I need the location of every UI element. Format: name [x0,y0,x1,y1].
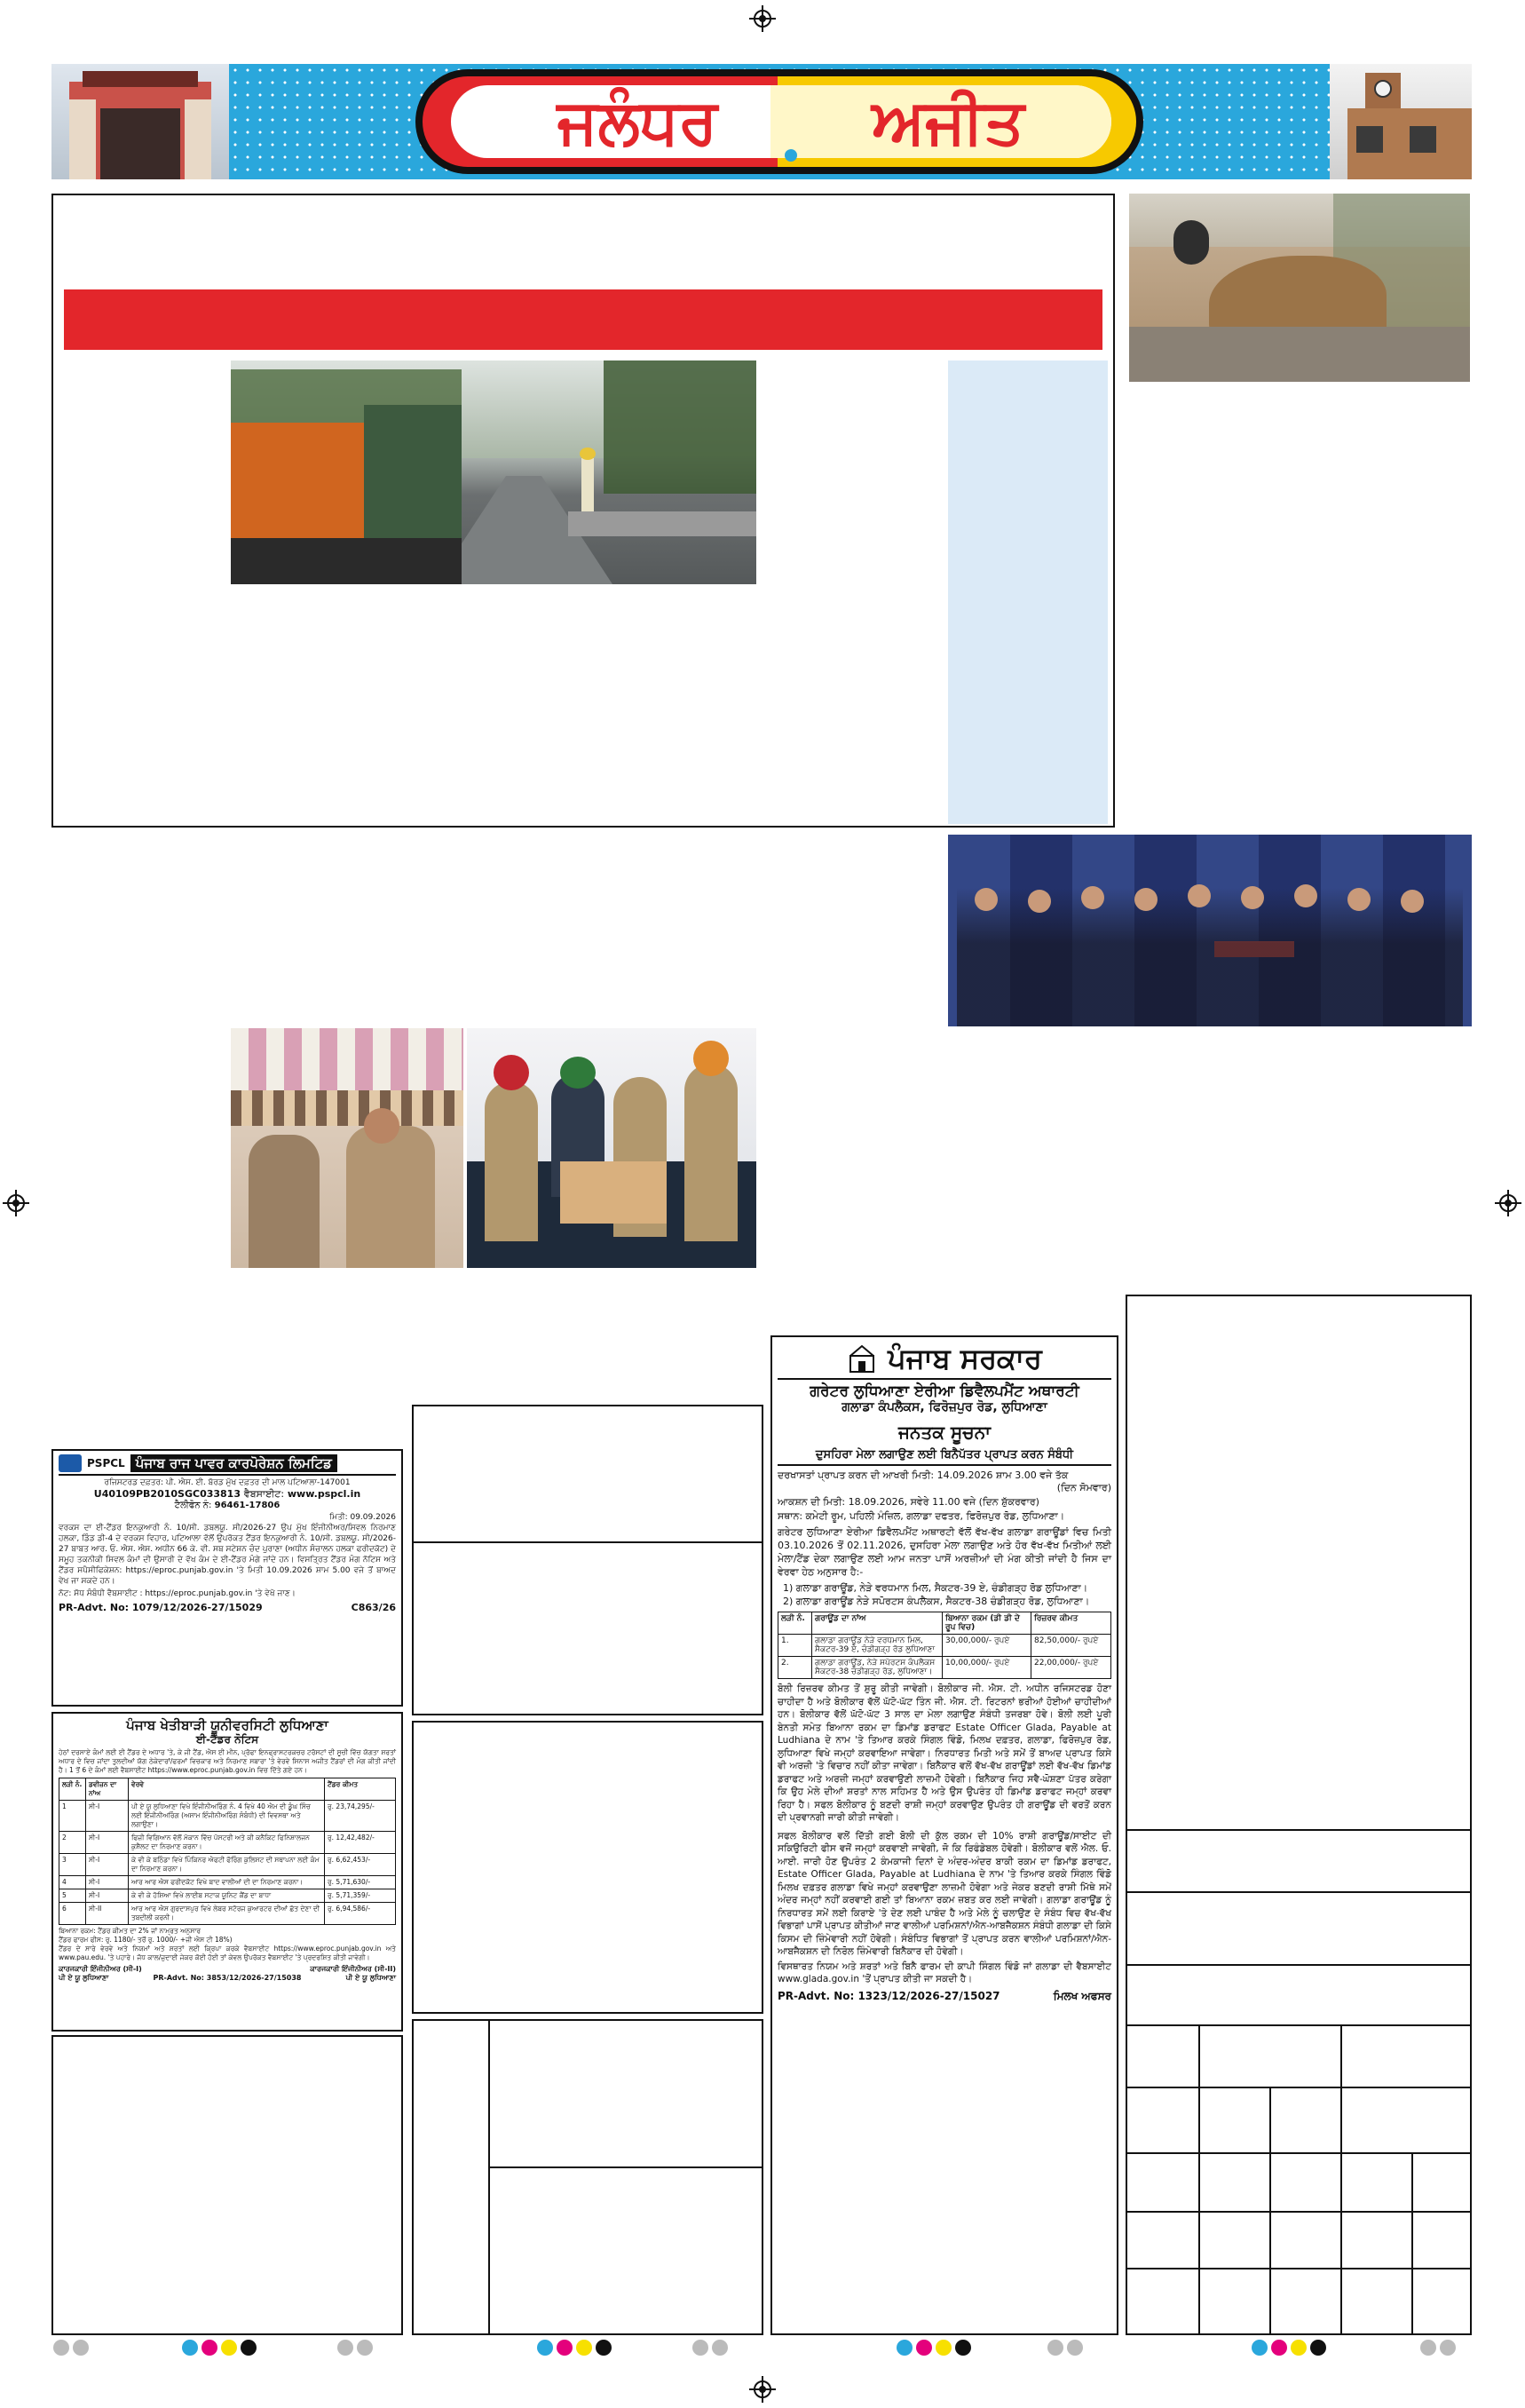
pau-cell: 2 [59,1832,86,1854]
divider [1126,1891,1472,1893]
masthead-photo-right [1330,64,1472,179]
glada-cell: 10,00,000/- ਰੁਪਏ [943,1657,1031,1679]
pau-cell: ਸੀ-II [86,1903,129,1925]
glada-cell: 1. [778,1635,812,1657]
pau-cell: ਸੀ-I [86,1889,129,1903]
pau-cell: 6 [59,1903,86,1925]
table-row [778,1657,1111,1679]
pspcl-note: ਨੋਟ: ਸੋਧ ਸੰਬੰਧੀ ਵੈਬਸਾਈਟ : https://eproc.punjab.gov.in 'ਤੇ ਵੇਖੋ ਜਾਣ। [59,1589,296,1598]
pau-table [59,1778,396,1925]
registration-mark-right [1495,1190,1521,1216]
pau-footer-1: ਬਿਆਨਾ ਰਕਮ: ਟੈਂਡਰ ਕੀਮਤ ਦਾ 2% ਜਾਂ ਨਾਮ੍ਰਤ ਅਨੁਸਾਰ [59,1927,201,1935]
pau-sign-right-2: ਪੀ ਏ ਯੂ ਲੁਧਿਆਣਾ [345,1974,396,1982]
color-bar [897,2340,971,2356]
glada-gov: ਪੰਜਾਬ ਸਰਕਾਰ [888,1342,1042,1375]
table-row [59,1801,396,1832]
glada-cell: ਗਲਾਡਾ ਗਰਾਊਂਡ ਨੇੜੇ ਵਰਧਮਾਨ ਮਿਲ, ਸੈਕਟਰ-39 ਏ, ਚੰਡੀਗੜ੍ਹ ਰੋਡ ਲੁਧਿਆਣਾ [812,1635,943,1657]
pau-cell: ਰੁ. 23,74,295/- [325,1801,396,1832]
pau-cell: ਸੀ-I [86,1801,129,1832]
glada-line-2: ਆਕਸ਼ਨ ਦੀ ਮਿਤੀ: 18.09.2026, ਸਵੇਰੇ 11.00 ਵਜੇ (ਦਿਨ ਸ਼ੁੱਕਰਵਾਰ) [778,1496,1039,1508]
punjab-emblem-icon [847,1343,877,1374]
masthead-photo-left [51,64,229,179]
glada-para-3: ਸਫਲ ਬੋਲੀਕਾਰ ਵਲੋਂ ਦਿੱਤੀ ਗਈ ਬੋਲੀ ਦੀ ਕੁੱਲ ਰਕਮ ਦੀ 10% ਰਾਸ਼ੀ ਗਰਾਊਂਡ/ਸਾਈਟ ਦੀ ਸਕਿਉਰਿਟੀ ਫੀਸ ਵਜੋਂ ਜਮ੍ਹਾਂ ਕਰਵਾਈ ਜਾਵੇਗੀ, ਜੋ ਕਿ ਰਿਫੰਡੇਬਲ ਹੋਵੇਗੀ। ਬੋਲੀਕਾਰ ਵਲੋਂ ਐਲ. ਓ. ਆਈ. ਜਾਰੀ ਹੋਣ ਉਪਰੰਤ 2 ਕੰਮਕਾਜੀ ਦਿਨਾਂ ਦੇ ਅੰਦਰ-ਅੰਦਰ ਬਾਕੀ ਰਕਮ ਦਾ ਡਿਮਾਂਡ ਡਰਾਫਟ, Estate Officer Glada, Payable at Ludhiana ਦੇ ਨਾਮ 'ਤੇ ਤਿਆਰ ਕਰਕੇ ਸਿੰਗਲ ਵਿੰਡੋ ਮਿਲਖ ਦਫ਼ਤਰ ਗਲਾਡਾ ਵਿਖੇ ਜਮ੍ਹਾਂ ਕਰਵਾਉਣਾ ਲਾਜ਼ਮੀ ਹੋਵੇਗਾ ਅਤੇ ਜੇਕਰ ਬਣਦੀ ਰਾਸ਼ੀ ਮਿੱਥੇ ਸਮੇਂ ਅੰਦਰ ਜਮ੍ਹਾਂ ਨਹੀਂ ਕਰਵਾਈ ਗਈ ਤਾਂ ਬਿਆਨਾ ਰਕਮ ਜ਼ਬਤ ਕਰ ਲਈ ਜਾਵੇਗੀ। ਗਲਾਡਾ ਗਰਾਊਂਡ ਨੂੰ ਨਿਰਧਾਰਤ ਸਮੇਂ ਲਈ ਕਿਰਾਏ 'ਤੇ ਦੇਣ ਲਈ ਪਾਬੰਦ ਹੈ ਅਤੇ ਮੇਲੇ ਨੂੰ ਚਲਾਉਣ ਦੇ ਸੰਬੰਧ ਵਿਚ ਵੱਖ-ਵੱਖ ਵਿਭਾਗਾਂ ਪਾਸੋਂ ਪ੍ਰਾਪਤ ਕੀਤੀਆਂ ਜਾਣ ਵਾਲੀਆਂ ਪਰਮਿਸ਼ਨਾਂ/ਐਨ-ਆਬਜੈਕਸ਼ਨ ਸੰਬੰਧੀ ਗਲਾਡਾ ਦੀ ਕਿਸੇ ਕਿਸਮ ਦੀ ਜ਼ਿੰਮੇਵਾਰੀ ਨਹੀਂ ਹੋਵੇਗੀ। ਸੰਬੰਧਿਤ ਵਿਭਾਗਾਂ ਤੋਂ ਪ੍ਰਾਪਤ ਕਰਨ ਵਾਲੀਆਂ ਪਰਮਿਸ਼ਨਾਂ/ਐਨ-ਆਬਜੈਕਸ਼ਨ ਦੀ ਨਿਰੋਲ ਜ਼ਿੰਮੇਵਾਰੀ ਬਿਨੈਕਾਰ ਦੀ ਹੋਵੇਗੀ। [778,1830,1111,1957]
pspcl-website-label: ਵੈਬਸਾਈਟ: [243,1488,285,1500]
pau-cell: ਰੁ. 6,62,453/- [325,1854,396,1876]
pspcl-logo-text: PSPCL [87,1457,125,1469]
registration-mark-bottom [749,2376,776,2403]
divider [488,2019,490,2335]
divider [1126,1829,1472,1831]
color-bar [537,2340,612,2356]
color-bar [1252,2340,1326,2356]
pspcl-date: ਮਿਤੀ: 09.09.2026 [329,1513,396,1522]
pau-sign-left-2: ਪੀ ਏ ਯੂ ਲੁਧਿਆਣਾ [59,1974,109,1982]
glada-table [778,1612,1111,1679]
photo-group-event [948,835,1472,1026]
lead-sidebar-panel [948,360,1108,824]
glada-notice-sub: ਦੁਸਹਿਰਾ ਮੇਲਾ ਲਗਾਉਣ ਲਈ ਬਿਨੈਪੱਤਰ ਪ੍ਰਾਪਤ ਕਰਨ ਸੰਬੰਧੀ [778,1448,1111,1466]
pau-cell: ਰੁ. 12,42,482/- [325,1832,396,1854]
pau-th-division: ਡਵੀਜ਼ਨ ਦਾ ਨਾਂਅ [86,1778,129,1801]
pau-subtitle: ਈ-ਟੈਂਡਰ ਨੋਟਿਸ [195,1733,259,1746]
glada-address: ਗਲਾਡਾ ਕੰਪਲੈਕਸ, ਫਿਰੋਜ਼ਪੁਰ ਰੋਡ, ਲੁਧਿਆਣਾ [842,1400,1047,1414]
glada-list-1: 1) ਗਲਾਡਾ ਗਰਾਊਂਡ, ਨੇੜੇ ਵਰਧਮਾਨ ਮਿਲ, ਸੈਕਟਰ-39 ਏ, ਚੰਡੀਗੜ੍ਹ ਰੋਡ ਲੁਧਿਆਣਾ। [783,1582,1088,1594]
glada-sign: ਮਿਲਖ ਅਫਸਰ [1053,1989,1111,2002]
pau-cell: ਆਰ ਆਰ ਐਸ ਗੁਰਦਾਸਪੁਰ ਵਿਖੇ ਲੇਬਰ ਸਟੋਰਜ ਕੁਆਰਟਰ ਦੀਆਂ ਛੱਤ ਦੇਣਾ ਦੀ ਤਬਦੀਲੀ ਕਰਨੀ। [129,1903,325,1925]
divider [488,2166,763,2168]
photo-dug-road [1129,194,1470,382]
masthead [51,64,1472,179]
divider [1411,2152,1413,2335]
pau-cell: ਕੇ ਵੀ ਕੇ ਹੋਸ਼ਿਆ ਵਿਖੇ ਲਾਈਬ ਸਟਾਕ ਯੂਨਿਟ ਕੈਂਡ ਦਾ ਬਾਧਾ [129,1889,325,1903]
ad-blank [51,2035,403,2335]
pau-cell: ਰੁ. 6,94,586/- [325,1903,396,1925]
table-row [59,1832,396,1854]
color-bar [53,2340,89,2356]
pau-cell: 5 [59,1889,86,1903]
pspcl-logo [59,1454,82,1472]
table-row [59,1876,396,1889]
pau-cell: ਰੁ. 5,71,359/- [325,1889,396,1903]
glada-th-ground: ਗਰਾਊਂਡ ਦਾ ਨਾਂਅ [812,1612,943,1635]
ad-glada [770,1335,1118,2335]
glada-adv-no: PR-Advt. No: 1323/12/2026-27/15027 [778,1989,1000,2002]
pspcl-adv-no: PR-Advt. No: 1079/12/2026-27/15029 [59,1602,263,1613]
glada-authority: ਗਰੇਟਰ ਲੁਧਿਆਣਾ ਏਰੀਆ ਡਿਵੈਲਪਮੈਂਟ ਅਥਾਰਟੀ [810,1382,1079,1400]
glada-th-sr: ਲੜੀ ਨੰ. [778,1612,812,1635]
glada-cell: 22,00,000/- ਰੁਪਏ [1031,1657,1111,1679]
photo-police-arrest [467,1028,756,1268]
pau-cell: ਸੀ-I [86,1876,129,1889]
pau-sign-left: ਕਾਰਜਕਾਰੀ ਇੰਜੀਨੀਅਰ (ਸੀ-I) [59,1965,142,1973]
photo-traffic-road [231,360,756,584]
glada-para-2: ਬੋਲੀ ਰਿਜ਼ਰਵ ਕੀਮਤ ਤੋਂ ਸ਼ੁਰੂ ਕੀਤੀ ਜਾਵੇਗੀ। ਬੋਲੀਕਾਰ ਜੀ. ਐਸ. ਟੀ. ਅਧੀਨ ਰਜਿਸਟਰਡ ਹੋਣਾ ਚਾਹੀਦਾ ਹੈ ਅਤੇ ਬੋਲੀਕਾਰ ਵੱਲੋਂ ਘੱਟੋ-ਘੱਟ ਤਿੰਨ ਜੀ. ਐਸ. ਟੀ. ਰਿਟਰਨਾਂ ਭਰੀਆਂ ਹੋਈਆਂ ਚਾਹੀਦੀਆਂ ਹਨ। ਬੋਲੀਕਾਰ ਵੱਲੋਂ ਘੱਟੋ-ਘੱਟ 3 ਸਾਲ ਦਾ ਮੇਲਾ ਲਗਾਉਣ ਸੰਬੰਧੀ ਤਜਰਬਾ ਹੋਵੇ। ਬੋਲੀ ਲਈ ਪੂਰੀ ਬੇਨਤੀ ਸਮੇਤ ਬਿਆਨਾ ਰਕਮ ਦਾ ਡਿਮਾਂਡ ਡਰਾਫਟ Estate Officer Glada, Payable at Ludhiana ਦੇ ਨਾਮ 'ਤੇ ਤਿਆਰ ਕਰਕੇ ਸਿੰਗਲ ਵਿੰਡੋ, ਮਿਲਖ ਦਫ਼ਤਰ, ਗਲਾਡਾ, ਫਿਰੋਜ਼ਪੁਰ ਰੋਡ, ਲੁਧਿਆਣਾ ਵਿਖੇ ਜਮ੍ਹਾਂ ਕਰਵਾਇਆ ਜਾਵੇਗਾ। ਨਿਰਧਾਰਤ ਮਿਤੀ ਅਤੇ ਸਮੇਂ ਤੋਂ ਬਾਅਦ ਪ੍ਰਾਪਤ ਕਿਸੇ ਵੀ ਅਰਜ਼ੀ 'ਤੇ ਵਿਚਾਰ ਨਹੀਂ ਕੀਤਾ ਜਾਵੇਗਾ। ਬਿਨੈਕਾਰ ਵਲੋਂ ਵੱਖ-ਵੱਖ ਗਰਾਊਂਡਾਂ ਲਈ ਵੱਖ-ਵੱਖ ਡਿਮਾਂਡ ਡਰਾਫਟ ਅਤੇ ਅਰਜ਼ੀ ਜਮ੍ਹਾਂ ਕਰਵਾਉਣੀ ਲਾਜ਼ਮੀ ਹੋਵੇਗੀ। ਬਿਨੈਕਾਰ ਜਿਹ ਸਵੈ-ਘੋਸ਼ਣਾ ਪੱਤਰ ਕਰੇਗਾ ਕਿ ਉਹ ਮੇਲੇ ਦੀਆਂ ਸ਼ਰਤਾਂ ਨਾਲ ਸਹਿਮਤ ਹੈ ਅਤੇ ਉਸ ਉਪਰੰਤ ਹੀ ਡਿਮਾਂਡ ਡਰਾਫਟ ਜਮ੍ਹਾਂ ਕਰਵਾ ਰਿਹਾ ਹੈ। ਸਫਲ ਬੋਲੀਕਾਰ ਨੂੰ ਬਣਦੀ ਰਾਸ਼ੀ ਜਮ੍ਹਾਂ ਕਰਵਾਉਣ ਉਪਰੰਤ ਹੀ ਗਰਾਊਂਡ ਦੀ ਵਰਤੋਂ ਕਰਨ ਦੀ ਪ੍ਰਵਾਨਗੀ ਜਾਰੀ ਕੀਤੀ ਜਾਵੇਗੀ। [778,1683,1111,1823]
pau-cell: ਰੁ. 5,71,630/- [325,1876,396,1889]
divider [1340,2024,1342,2335]
color-bar [1420,2340,1456,2356]
pau-cell: 4 [59,1876,86,1889]
glada-cell: ਗਲਾਡਾ ਗਰਾਊਂਡ, ਨੇੜੇ ਸਪੋਰਟਸ ਕੰਪਲੈਕਸ ਸੈਕਟਰ-38 ਚੰਡੀਗੜ੍ਹ ਰੋਡ, ਲੁਧਿਆਣਾ। [812,1657,943,1679]
ad-pspcl [51,1449,403,1707]
glada-th-earnest: ਬਿਆਨਾ ਰਕਮ (ਡੀ ਡੀ ਦੇ ਰੂਪ ਵਿਚ) [943,1612,1031,1635]
registration-mark-left [3,1190,29,1216]
pau-cell: 3 [59,1854,86,1876]
divider [1198,2024,1200,2335]
divider [1126,2268,1472,2269]
glada-line-1: ਦਰਖਾਸਤਾਂ ਪ੍ਰਾਪਤ ਕਰਨ ਦੀ ਆਖਰੀ ਮਿਤੀ: 14.09.2026 ਸ਼ਾਮ 3.00 ਵਜੇ ਤੱਕ [778,1469,1069,1481]
divider [1126,2024,1472,2026]
glada-cell: 2. [778,1657,812,1679]
glada-cell: 82,50,000/- ਰੁਪਏ [1031,1635,1111,1657]
pspcl-body: ਵਰਕਸ ਦਾ ਈ-ਟੈਂਡਰ ਇਨਕੁਆਰੀ ਨੰ. 10/ਸੀ. ਡਬਲਯੂ. ਸੀ/2026-27 ਉਪ ਮੁੱਖ ਇੰਜੀਨੀਅਰ/ਸਿਵਲ ਨਿਰਮਾਣ ਹਲਕਾ, ਡਿੰਡ ਡੀ-4 ਦੇ ਵਰਕਸ ਵਿਹਾਰ, ਪਟਿਆਲਾ ਵੱਲੋਂ ਉਪਰੋਕਤ ਟੈਂਡਰ ਇਨਕੁਆਰੀ ਨੰ. 10/ਸੀ. ਡਬਲਯੂ. ਸੀ/2026-27 ਬਾਬਤ ਆਰ. ਓ. ਐਸ. ਐਸ. ਅਧੀਨ 66 ਕੇ. ਵੀ. ਸਬ ਸਟੇਸ਼ਨ ਚੰਦ ਪੁਰਾਣਾ (ਅਧੀਨ ਸੰਚਾਲਨ ਹਲਕਾ ਫਰੀਦਕੋਟ) ਦੇ ਸਮੂਹ ਤਕਨੀਕੀ ਸਿਵਲ ਕੰਮਾਂ ਦੀ ਉਸਾਰੀ ਦੇ ਵੱਖ ਕੰਮ ਦੇ ਈ-ਟੈਂਡਰ ਮੰਗੇ ਜਾਂਦੇ ਹਨ। ਵਿਸਤ੍ਰਿਤ ਟੈਂਡਰ ਮੰਗ ਨੋਟਿਸ ਅਤੇ ਟੈਂਡਰ ਸਪੈਸੀਫਿਕੇਸ਼ਨ: https://eproc.punjab.gov.in 'ਤੇ ਮਿਤੀ 10.09.2026 ਸ਼ਾਮ 5.00 ਵਜੇ ਤੋਂ ਬਾਅਦ ਵੇਖ ਜਾ ਸਕਦੇ ਹਨ। [59,1524,396,1586]
table-row [59,1889,396,1903]
pau-cell: 1 [59,1801,86,1832]
pau-cell: ਸੀ-I [86,1832,129,1854]
pspcl-office: ਰਜਿਸਟਰਡ ਦਫ਼ਤਰ: ਪੀ. ਐਸ. ਈ. ਬੋਰਡ ਮੁੱਖ ਦਫ਼ਤਰ ਦੀ ਮਾਲ ਪਟਿਆਲਾ-147001 [104,1478,351,1487]
glada-list-2: 2) ਗਲਾਡਾ ਗਰਾਊਂਡ ਨੇੜੇ ਸਪੋਰਟਸ ਕੰਪਲੈਕਸ, ਸੈਕਟਰ-38 ਚੰਡੀਗੜ੍ਹ ਰੋਡ, ਲੁਧਿਆਣਾ। [783,1596,1090,1607]
pau-title: ਪੰਜਾਬ ਖੇਤੀਬਾੜੀ ਯੂਨੀਵਰਸਿਟੀ ਲੁਧਿਆਣਾ [126,1717,328,1733]
table-row [778,1635,1111,1657]
glada-para-1: ਗਰੇਟਰ ਲੁਧਿਆਣਾ ਏਰੀਆ ਡਿਵੈਲਪਮੈਂਟ ਅਥਾਰਟੀ ਵੱਲੋਂ ਵੱਖ-ਵੱਖ ਗਲਾਡਾ ਗਰਾਊਂਡਾਂ ਵਿਚ ਮਿਤੀ 03.10.2026 ਤੋਂ 02.11.2026, ਦੁਸਹਿਰਾ ਮੇਲਾ ਲਗਾਉਣ ਅਤੇ ਹੋਰ ਵੱਖ-ਵੱਖ ਮਿਤੀਆਂ ਲਈ ਮੇਲਾ/ਟੈਂਡ ਦੇਕਾ ਲਗਾਉਣ ਲਈ ਆਮ ਜਨਤਾ ਪਾਸੋਂ ਅਰਜ਼ੀਆਂ ਦੀ ਮੰਗ ਕੀਤੀ ਜਾਂਦੀ ਹੈ ਜਿਸ ਦਾ ਵੇਰਵਾ ਹੇਠ ਅਨੁਸਾਰ ਹੈ:- [778,1526,1111,1578]
pau-footer-2: ਟੈਂਡਰ ਫਾਰਮ ਫੀਸ: ਰੁ. 1180/- ਤਰੋਂ ਰੁ. 1000/- +ਜੀ ਐਸ ਟੀ 18%) [59,1936,233,1944]
pau-adv-no: PR-Advt. No: 3853/12/2026-27/15038 [153,1974,302,1982]
ad-blank [412,2019,763,2335]
glada-cell: 30,00,000/- ਰੁਪਏ [943,1635,1031,1657]
pau-th-desc: ਵੇਰਵੇ [129,1778,325,1801]
glada-para-4: ਵਿਸਥਾਰਤ ਨਿਯਮ ਅਤੇ ਸ਼ਰਤਾਂ ਅਤੇ ਬਿਨੈ ਫਾਰਮ ਦੀ ਕਾਪੀ ਸਿੰਗਲ ਵਿੰਡੋ ਜਾਂ ਗਲਾਡਾ ਦੀ ਵੈਬਸਾਈਟ www.glada.gov.in 'ਤੋਂ ਪ੍ਰਾਪਤ ਕੀਤੀ ਜਾ ਸਕਦੀ ਹੈ। [778,1960,1111,1984]
color-bar [337,2340,373,2356]
pspcl-website: www.pspcl.in [287,1488,361,1500]
pau-th-cost: ਟੈਂਡਰ ਕੀਮਤ [325,1778,396,1801]
divider [1126,2087,1472,2088]
divider [1126,1964,1472,1966]
glada-th-reserve: ਰਿਜ਼ਰਵ ਕੀਮਤ [1031,1612,1111,1635]
pspcl-code: C863/26 [351,1602,396,1613]
pau-th-sr: ਲੜੀ ਨੰ. [59,1778,86,1801]
pau-cell: ਪੀ ਏ ਯੂ ਲੁਧਿਆਣਾ ਵਿਖੇ ਇੰਜੀਨੀਅਰਿੰਗ ਨੰ. 4 ਵਿਖੇ 40 ਐਮ ਦੀ ਡੂੰਘ ਸਿੰਚ ਲਈ ਇੰਜੀਨੀਅਰਿੰਗ (ਅਸਾਮ ਇੰਜੀਨੀਅਰਿੰਗ ਸੰਬੰਧੀ) ਦੀ ਵਿਵਸਥਾ ਅਤੇ ਲਗਾਉਣਾ। [129,1801,325,1832]
pspcl-title: ਪੰਜਾਬ ਰਾਜ ਪਾਵਰ ਕਾਰਪੋਰੇਸ਼ਨ ਲਿਮਟਿਡ [130,1454,337,1472]
masthead-dot [785,149,797,162]
headline-red-bar [64,289,1102,350]
pau-footer-3: ਟੈਂਡਰ ਦੇ ਸਾਰੇ ਵੇਰਵੇ ਅਤੇ ਨਿਯਮਾਂ ਅਤੇ ਸ਼ਰਤਾਂ ਲਈ ਕ੍ਰਿਪਾ ਕਰਕੇ ਵੈਬਸਾਈਟ https://www.eproc.punjab.gov.in ਅਤੇ www.pau.edu. 'ਤੇ ਪਹਾਰੇ। ਜੋਧ ਕਾਲ/ਜੁਦਾਈ ਜੇਕਰ ਕੋਈ ਹੋਈ ਤਾਂ ਕੇਵਲ ਉਪਰੋਕਤ ਵੈਬਸਾਈਟ 'ਤੇ ਪ੍ਰਦਰਸ਼ਿਤ ਕੀਤੀ ਜਾਵੇਗੀ। [59,1945,396,1961]
glada-notice-title: ਜਨਤਕ ਸੂਚਨਾ [898,1422,991,1443]
pspcl-cin: U40109PB2010SGC033813 [93,1488,241,1500]
divider [1269,2087,1271,2335]
divider [1126,2152,1472,2154]
ad-blank [412,1405,763,1715]
pau-sign-right: ਕਾਰਜਕਾਰੀ ਇੰਜੀਨੀਅਰ (ਸੀ-II) [310,1965,396,1973]
pau-cell: ਸੀ-I [86,1854,129,1876]
table-row [59,1903,396,1925]
color-bar [692,2340,728,2356]
divider [412,1541,763,1543]
pau-cell: ਕੇ ਵੀ ਕੇ ਬਠਿੰਡਾ ਵਿਖੇ ਪਿੰਕਿਨਰ ਐਫਟੀ ਫੋਰਿੰਗ ਕੁਲਿਸਟ ਦੀ ਸਥਾਪਨਾ ਲਈ ਕੰਮ ਦਾ ਨਿਰਮਾਣ ਕਰਨਾ। [129,1854,325,1876]
pau-cell: ਆਰ ਆਰ ਐਸ ਫਰੀਦਕੋਟ ਵਿਖੇ ਬਾਦ ਵਾਲੀਆਂ ਦੀ ਦਾ ਨਿਰਮਾਣ ਕਰਨਾ। [129,1876,325,1889]
ad-blank [412,1721,763,2014]
pau-intro: ਹੇਠਾਂ ਦਰਸਾਏ ਕੰਮਾਂ ਲਈ ਈ ਟੈਂਡਰ ਦੇ ਅਧਾਰ 'ਤੇ, ਕੇ ਜੀ ਟੈਂਡ, ਐਸ ਈ ਮੀਨ, ਪ੍ਰੋਫਾ ਇਨਫ੍ਰਾਸਟਰਕਚਰ ਟਰੱਸਟਾਂ ਦੀ ਸੂਚੀ ਵਿੱਚ ਯੋਗਤਾ ਸ਼ਰਤਾਂ ਅਧਾਰ ਦੇ ਵਿਚ ਜਾਂਦਾ ਤੁਲਦੀਆਂ ਯੋਗ ਠੇਕੇਦਾਰਾਂ/ਫਰਮਾਂ ਵਿਚਕਾਰ ਅਤੇ ਨਿਰਮਾਣ ਸਬਾਰਾ 'ਤੇ ਵੇਰਵੇ ਸਿਨਾਸ ਅਜੀਤ ਟੈਂਡਰਾਂ ਦੀ ਮੰਗ ਕੀਤੀ ਜਾਂਦੀ ਹੈ। 1 ਤੋਂ 6 ਦੇ ਕੰਮਾਂ ਲਈ ਵੈਬਸਾਈਟ https://www.eproc.punjab.gov.in ਵਿਚ ਦਿੱਤੇ ਗਏ ਹਨ। [59,1748,396,1774]
glada-line-1b: (ਦਿਨ ਸੋਮਵਾਰ) [1056,1482,1111,1493]
photo-police-shop [231,1028,463,1268]
ad-blank [1126,1295,1472,2335]
masthead-title-left: ਜਲੰਧਰ [557,85,718,158]
ad-pau [51,1712,403,2032]
pspcl-phone: 96461-17806 [214,1501,281,1510]
masthead-title-right: ਅਜੀਤ [872,85,1024,158]
registration-mark-top [749,5,776,32]
glada-line-3: ਸਥਾਨ: ਕਮੇਟੀ ਰੂਮ, ਪਹਿਲੀ ਮੰਜ਼ਿਲ, ਗਲਾਡਾ ਦਫਤਰ, ਫਿਰੋਜ਼ਪੁਰ ਰੋਡ, ਲੁਧਿਆਣਾ। [778,1510,1065,1522]
pau-cell: ਫਿਜ਼ੀ ਵਿਗਿਆਨ ਵੱਲੋਂ ਮੋਕਾਨ ਵਿੱਚ ਪੋਸਟਰੀ ਅਤੇ ਕੀ ਕਨੈਕਿਟ ਫਿਨਿਸ਼ਾਲਜਨ ਕੁਸ਼ੈਲਟ ਦਾ ਨਿਰਮਾਣ ਕਰਨਾ। [129,1832,325,1854]
color-bar [1047,2340,1083,2356]
table-row [59,1854,396,1876]
divider [1126,2211,1472,2213]
color-bar [182,2340,257,2356]
pspcl-phone-label: ਟੈਲੀਫੋਨ ਨੰ: [174,1501,212,1510]
